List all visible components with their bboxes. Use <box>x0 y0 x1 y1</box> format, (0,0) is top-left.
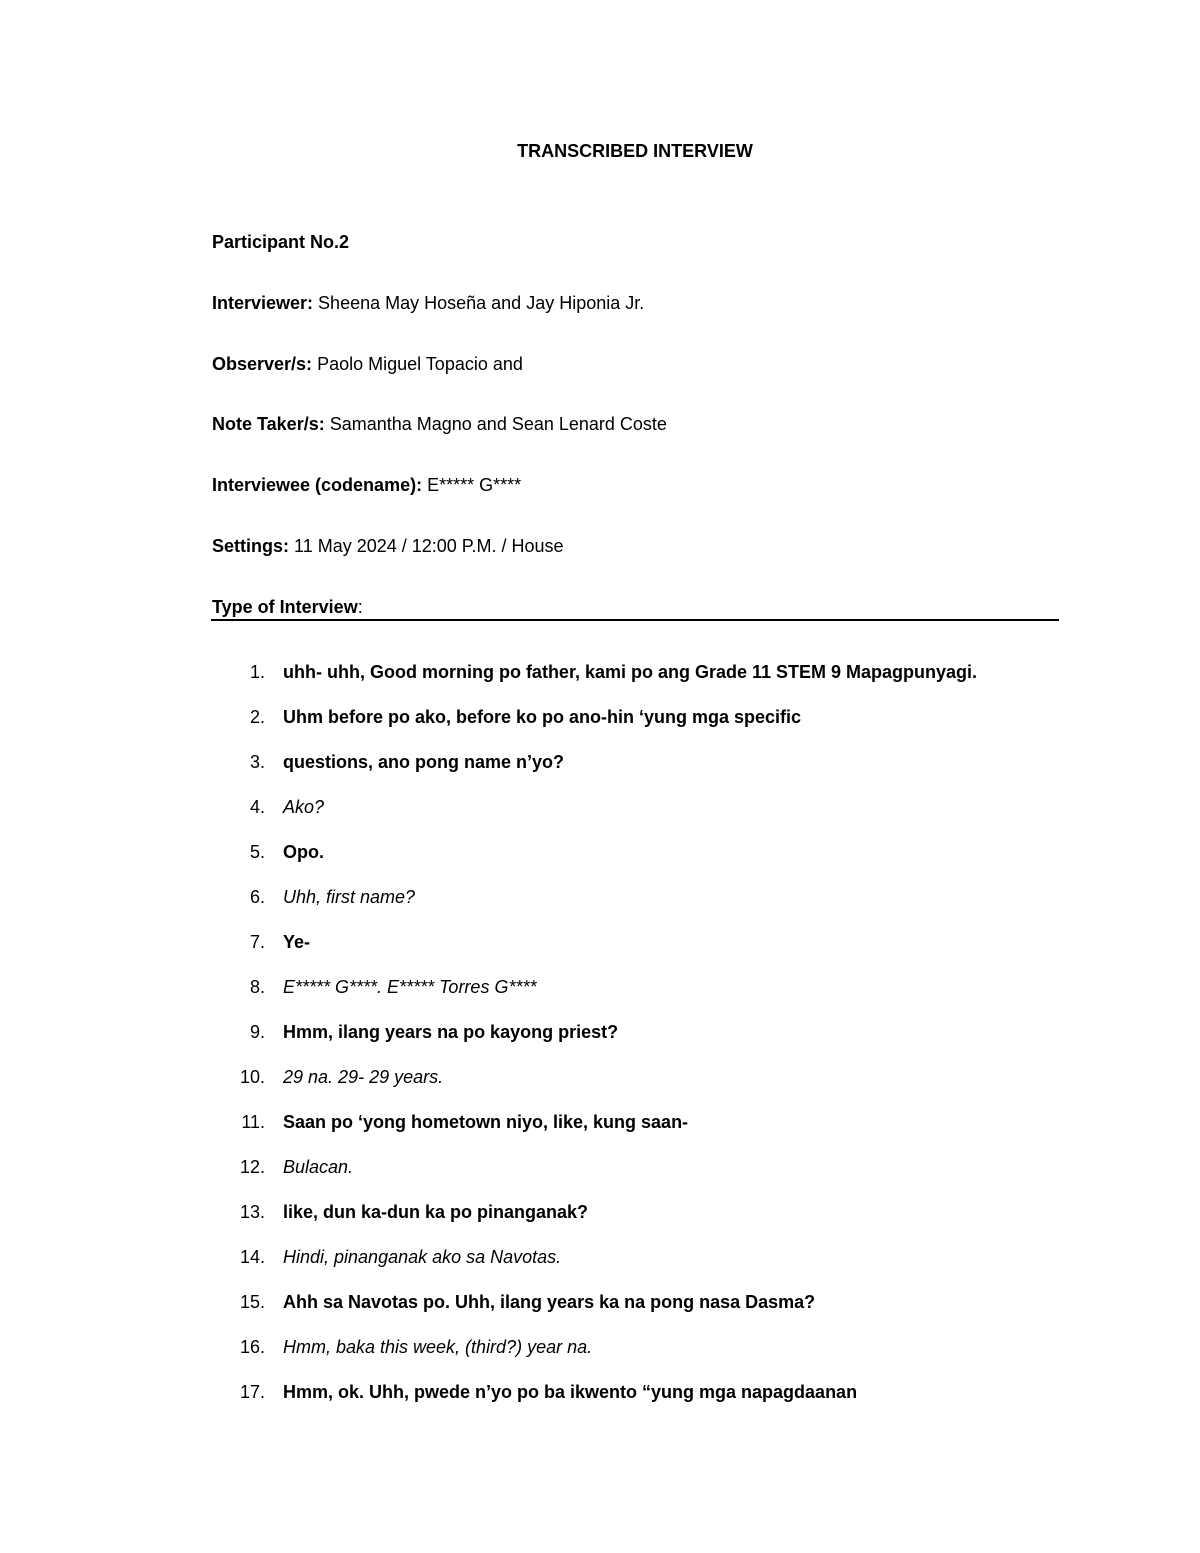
line-text: Hindi, pinanganak ako sa Navotas. <box>283 1247 562 1267</box>
interviewee-row <box>212 475 521 496</box>
note-takers-value: Samantha Magno and Sean Lenard Coste <box>324 414 667 434</box>
interviewee-label: Interviewee (codename): <box>212 475 423 495</box>
observers-value: Paolo Miguel Topacio and <box>312 354 523 374</box>
line-text: Uhh, first name? <box>283 887 416 907</box>
observers-row <box>212 354 523 375</box>
line-number: 17. <box>239 1382 265 1402</box>
line-number: 4. <box>249 797 265 817</box>
interviewer-row <box>212 293 644 314</box>
line-number: 11. <box>241 1112 265 1132</box>
line-number: 6. <box>249 887 265 907</box>
line-number: 3. <box>249 752 265 772</box>
interviewer-value: Sheena May Hoseña and Jay Hiponia Jr. <box>313 293 645 313</box>
line-text: 29 na. 29- 29 years. <box>283 1067 444 1087</box>
line-number: 1. <box>249 662 265 682</box>
line-number: 7. <box>249 932 265 952</box>
line-text: Bulacan. <box>283 1157 354 1177</box>
line-number: 2. <box>249 707 265 727</box>
line-number: 13. <box>239 1202 265 1222</box>
line-text: Hmm, baka this week, (third?) year na. <box>283 1337 593 1357</box>
participant-number <box>212 232 349 253</box>
interviewee-value: E***** G**** <box>422 475 522 495</box>
line-text: Uhm before po ako, before ko po ano-hin ‘yung mga specific <box>283 707 802 727</box>
type-of-interview-label: Type of Interview <box>212 597 358 617</box>
line-number: 14. <box>239 1247 265 1267</box>
line-text: questions, ano pong name n’yo? <box>283 752 565 772</box>
line-text: Saan po ‘yong hometown niyo, like, kung saan- <box>283 1112 689 1132</box>
participant-label: Participant No.2 <box>212 232 350 252</box>
line-number: 8. <box>249 977 265 997</box>
line-text: Ako? <box>283 797 325 817</box>
line-text: Ye- <box>283 932 311 952</box>
line-text: like, dun ka-dun ka po pinanganak? <box>283 1202 589 1222</box>
note-takers-row <box>212 414 667 435</box>
type-of-interview-row <box>212 597 363 618</box>
line-text: Hmm, ok. Uhh, pwede n’yo po ba ikwento “yung mga napagdaanan <box>283 1382 858 1402</box>
note-takers-label: Note Taker/s: <box>212 414 325 434</box>
line-number: 16. <box>239 1337 265 1357</box>
line-text: Ahh sa Navotas po. Uhh, ilang years ka na pong nasa Dasma? <box>283 1292 816 1312</box>
line-text: Hmm, ilang years na po kayong priest? <box>283 1022 619 1042</box>
line-number: 9. <box>249 1022 265 1042</box>
interviewer-label: Interviewer: <box>212 293 314 313</box>
line-text: Opo. <box>283 842 324 862</box>
settings-value: 11 May 2024 / 12:00 P.M. / House <box>289 536 564 556</box>
type-of-interview-colon: : <box>357 597 363 617</box>
line-number: 5. <box>249 842 265 862</box>
settings-label: Settings: <box>212 536 290 556</box>
document-title: TRANSCRIBED INTERVIEW <box>517 141 753 161</box>
line-text: uhh- uhh, Good morning po father, kami po ang Grade 11 STEM 9 Mapagpunyagi. <box>283 662 978 682</box>
line-number: 15. <box>239 1292 265 1312</box>
settings-row <box>212 536 564 557</box>
observers-label: Observer/s: <box>212 354 313 374</box>
line-number: 12. <box>239 1157 265 1177</box>
line-text: E***** G****. E***** Torres G**** <box>283 977 537 997</box>
line-number: 10. <box>239 1067 265 1087</box>
horizontal-rule <box>211 619 1059 621</box>
